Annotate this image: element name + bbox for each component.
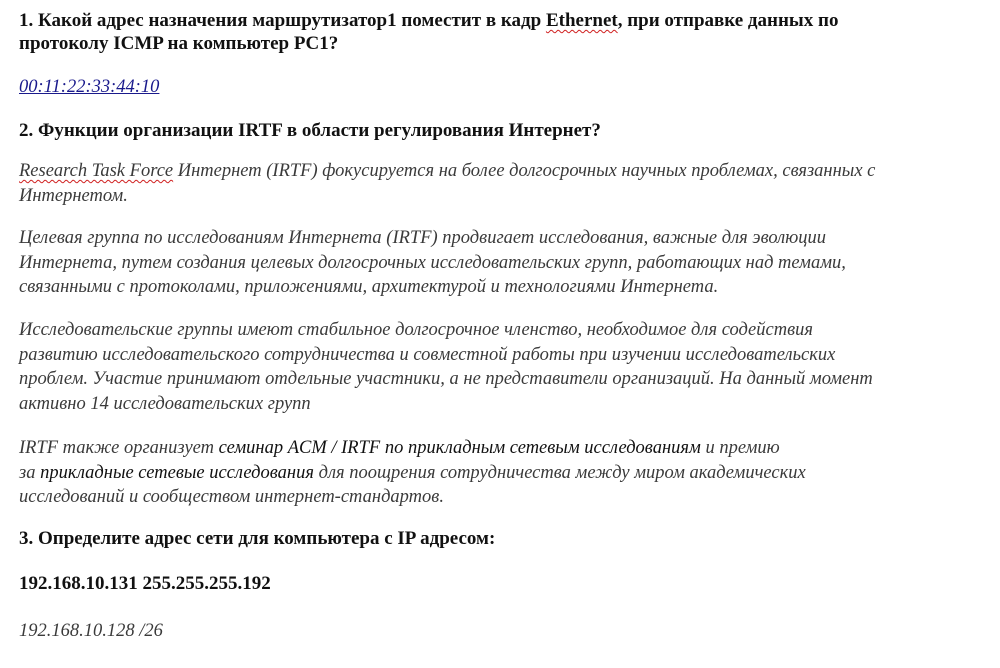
paragraph-line: связанными с протоколами, приложениями, архитектурой и технологиями Интернета. [19,277,719,297]
paragraph-line: за прикладные сетевые исследования для поощрения сотрудничества между миром академических [19,462,806,483]
question-2: 2. Функции организации IRTF в области регулирования Интернет? [19,120,601,141]
paragraph-line: исследований и сообществом интернет-стандартов. [19,487,444,507]
paragraph-line: Research Task Force Интернет (IRTF) фокусируется на более долгосрочных научных проблемах, связанных с [19,161,876,181]
paragraph-line: Интернета, путем создания целевых долгосрочных исследовательских групп, работающих над темами, [19,252,846,273]
paragraph-research-groups [19,318,873,416]
answer-3: 192.168.10.128 /26 [19,621,163,641]
question-3: 3. Определите адрес сети для компьютера с IP адресом: [19,528,496,549]
ip-address-given: 192.168.10.131 255.255.255.192 [19,573,271,594]
paragraph-line: развитию исследовательского сотрудничества и совместной работы при изучении исследовательских [19,344,836,365]
paragraph-irtf-intro [19,159,875,208]
answer-1 [19,75,159,100]
question-1-line-2: протоколу ICMP на компьютер PC1? [19,33,339,54]
paragraph-line: IRTF также организует семинар ACM / IRTF по прикладным сетевым исследованиям и премию [19,438,780,458]
paragraph-line: Целевая группа по исследованиям Интернета (IRTF) продвигает исследования, важные для эволюции [19,228,826,248]
paragraph-line: Исследовательские группы имеют стабильное долгосрочное членство, необходимое для содействия [19,320,813,340]
seminar-link[interactable]: семинар ACM / IRTF по прикладным сетевым исследованиям [218,438,701,458]
mac-address-link[interactable]: 00:11:22:33:44:10 [19,77,160,97]
award-link[interactable]: прикладные сетевые исследования [40,462,314,483]
paragraph-line: Интернетом. [19,185,128,206]
paragraph-irtf-seminar [19,436,806,510]
question-1 [19,9,838,55]
paragraph-line: активно 14 исследовательских групп [19,393,311,414]
spellcheck-phrase: Research Task Force [19,161,174,181]
spellcheck-word-ethernet: Ethernet [545,10,618,31]
question-1-line-1: 1. Какой адрес назначения маршрутизатор1 поместит в кадр Ethernet, при отправке данных по [19,10,839,31]
paragraph-irtf-groups [19,226,846,300]
paragraph-line: проблем. Участие принимают отдельные участники, а не представители организаций. На данный момент [19,369,873,389]
